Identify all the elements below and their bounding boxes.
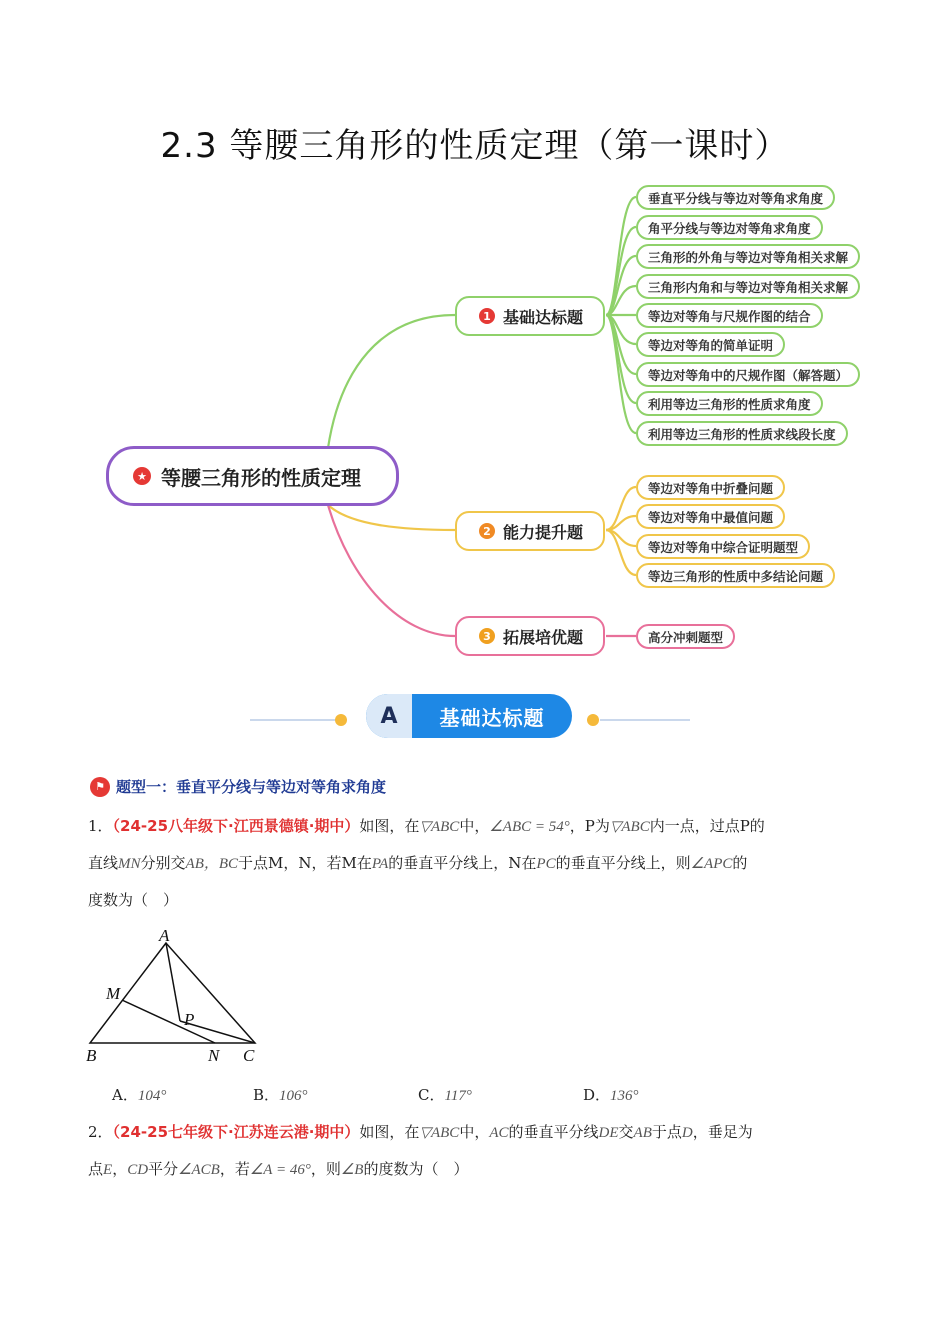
- q2-text: 点: [88, 1160, 104, 1178]
- q2-number: 2．: [88, 1123, 113, 1141]
- leaf-basic-5: 等边对等角与尺规作图的结合: [636, 303, 823, 328]
- label-A: A: [159, 926, 170, 945]
- q2-text: 如图，在: [359, 1123, 420, 1141]
- q2-math: AC: [489, 1125, 509, 1141]
- q2-math: ∠ACB: [178, 1162, 220, 1178]
- q2-math: AB: [633, 1125, 652, 1141]
- leaf-basic-7: 等边对等角中的尺规作图（解答题）: [636, 362, 860, 387]
- q1-source: （24-25八年级下·江西景德镇·期中）: [112, 817, 360, 835]
- mindmap-root: [106, 446, 399, 506]
- q2-math: DE: [598, 1125, 619, 1141]
- q2-text: ，垂足为: [692, 1123, 753, 1141]
- connector-basic: [328, 315, 455, 448]
- q1-text: 分别交: [140, 854, 186, 872]
- leaf-basic-1: 垂直平分线与等边对等角求角度: [636, 185, 835, 210]
- flag-icon: ⚑: [90, 777, 110, 797]
- q2-text: 交: [618, 1123, 634, 1141]
- q2-text: ，若: [219, 1160, 250, 1178]
- q1-option-c[interactable]: [418, 1084, 472, 1105]
- leaf-basic-2: 角平分线与等边对等角求角度: [636, 215, 823, 240]
- section-letter: A: [366, 694, 412, 738]
- star-icon: ★: [133, 467, 151, 485]
- q2-math: D: [681, 1125, 693, 1141]
- section-label: 基础达标题: [439, 705, 545, 730]
- connector-ability: [328, 505, 455, 530]
- q2-text: ，则: [310, 1160, 341, 1178]
- q2-line-2: [88, 1158, 468, 1179]
- label-C: C: [243, 1046, 255, 1065]
- q2-math: ∠A = 46°: [249, 1162, 311, 1178]
- branch-basic: [455, 296, 605, 336]
- q2-math: CD: [127, 1162, 149, 1178]
- branch-ability: [455, 511, 605, 551]
- q1-text: 直线: [88, 854, 119, 872]
- q2-math: ▽ABC: [419, 1125, 460, 1141]
- q1-option-b[interactable]: [253, 1084, 308, 1105]
- q1-math: ▽ABC: [419, 819, 460, 835]
- q1-option-a[interactable]: [112, 1084, 166, 1105]
- branch-basic-label: 基础达标题: [503, 307, 584, 327]
- q1-option-d[interactable]: [583, 1084, 639, 1105]
- branch-extend: [455, 616, 605, 656]
- q1-math: PA: [371, 856, 389, 872]
- option-value: 136°: [610, 1088, 639, 1104]
- leaf-ability-4: 等边三角形的性质中多结论问题: [636, 563, 835, 588]
- leaf-ability-1: 等边对等角中折叠问题: [636, 475, 785, 500]
- branch-extend-label: 拓展培优题: [503, 627, 584, 647]
- q1-text: ，P为: [569, 817, 610, 835]
- section-header: [366, 694, 572, 738]
- leaf-basic-8: 利用等边三角形的性质求角度: [636, 391, 823, 416]
- q1-text: 的垂直平分线上，则: [555, 854, 691, 872]
- question-type-label: 题型一：垂直平分线与等边对等角求角度: [116, 778, 387, 796]
- leaf-basic-6: 等边对等角的简单证明: [636, 332, 785, 357]
- q2-text: 中，: [459, 1123, 490, 1141]
- option-value: 117°: [444, 1088, 472, 1104]
- q1-text: 的: [732, 854, 748, 872]
- number-three-icon: 3: [479, 628, 495, 644]
- q1-math: ∠ABC = 54°: [489, 819, 570, 835]
- q2-source: （24-25七年级下·江苏连云港·期中）: [112, 1123, 360, 1141]
- label-M: M: [106, 984, 121, 1003]
- q1-math: ▽ABC: [609, 819, 650, 835]
- q1-line-1: [88, 815, 765, 836]
- q2-text: 的度数为（ ）: [363, 1160, 469, 1178]
- q1-text: 如图，在: [359, 817, 420, 835]
- label-N: N: [208, 1046, 220, 1065]
- q1-line-3: 度数为（ ）: [88, 891, 179, 909]
- number-two-icon: 2: [479, 523, 495, 539]
- option-key: D．: [583, 1086, 611, 1104]
- leaf-basic-9: 利用等边三角形的性质求线段长度: [636, 421, 848, 446]
- question-type: [90, 776, 386, 797]
- q1-line-2: [88, 852, 747, 873]
- leaf-ability-2: 等边对等角中最值问题: [636, 504, 785, 529]
- q1-number: 1．: [88, 817, 113, 835]
- mindmap-root-label: 等腰三角形的性质定理: [161, 465, 361, 490]
- q2-math: E: [103, 1162, 113, 1178]
- option-key: B．: [253, 1086, 280, 1104]
- option-key: A．: [112, 1086, 138, 1104]
- leaf-extend-1: 高分冲刺题型: [636, 624, 735, 649]
- q1-text: 内一点，过点P的: [649, 817, 765, 835]
- q1-math: AB，BC: [185, 856, 239, 872]
- label-B: B: [86, 1046, 97, 1065]
- option-key: C．: [418, 1086, 445, 1104]
- q2-text: ，: [112, 1160, 128, 1178]
- page-title: 2.3 等腰三角形的性质定理（第一课时）: [160, 126, 790, 166]
- q1-math: ∠APC: [690, 856, 733, 872]
- leaf-basic-4: 三角形内角和与等边对等角相关求解: [636, 274, 860, 299]
- option-value: 104°: [137, 1088, 167, 1104]
- label-P: P: [184, 1010, 195, 1029]
- branch-ability-label: 能力提升题: [503, 522, 584, 542]
- q2-line-1: [88, 1121, 753, 1142]
- option-value: 106°: [279, 1088, 308, 1104]
- q1-math: PC: [536, 856, 556, 872]
- q2-text: 平分: [148, 1160, 179, 1178]
- q2-text: 于点: [651, 1123, 682, 1141]
- leaf-basic-3: 三角形的外角与等边对等角相关求解: [636, 244, 860, 269]
- q2-text: 的垂直平分线: [508, 1123, 599, 1141]
- q1-math: MN: [118, 856, 141, 872]
- q1-text: 中，: [459, 817, 490, 835]
- q2-math: ∠B: [340, 1162, 364, 1178]
- number-one-icon: 1: [479, 308, 495, 324]
- leaf-ability-3: 等边对等角中综合证明题型: [636, 534, 810, 559]
- connector-extend: [328, 505, 455, 636]
- q1-text: 于点M，N，若M在: [238, 854, 372, 872]
- q1-figure: [80, 925, 280, 1070]
- q1-text: 的垂直平分线上，N在: [388, 854, 537, 872]
